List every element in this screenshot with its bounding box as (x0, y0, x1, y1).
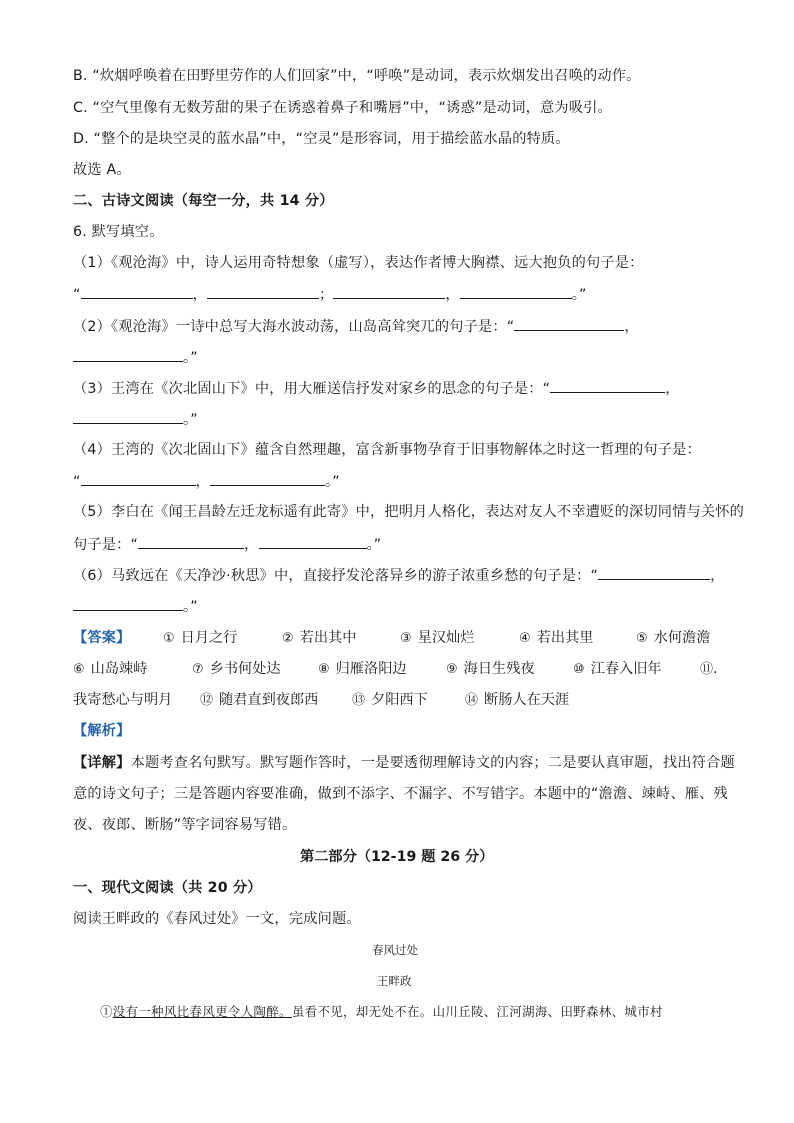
blank-3[interactable] (333, 284, 445, 299)
blank-6[interactable] (73, 347, 183, 362)
answer-1: ① 日月之行 (163, 630, 238, 646)
detail-line-1: 【详解】本题考查名句默写。默写题作答时，一是要透彻理解诗文的内容；二是要认真审题，找出符合题 (73, 755, 735, 771)
detail-label: 【详解】 (73, 755, 131, 771)
answer-11: 我寄愁心与明月 (73, 692, 173, 708)
q6-part5-blanks: 句子是：“ ， 。” (73, 534, 381, 555)
q6-part3: （3）王湾在《次北固山下》中，用大雁送信抒发对家乡的思念的句子是：“ ， (73, 378, 680, 399)
modern-reading-heading: 一、现代文阅读（共 20 分） (73, 880, 262, 896)
paragraph-number: ① (100, 1004, 113, 1019)
option-b: B. “炊烟呼唤着在田野里劳作的人们回家”中，“呼唤”是动词，表示炊烟发出召唤的动作。 (73, 68, 641, 84)
q6-part4: （4）王湾的《次北固山下》蕴含自然理趣，富含新事物孕育于旧事物解体之时这一哲理的句子是： (73, 442, 701, 458)
article-title: 春风过处 (372, 943, 418, 957)
q6-part1-blanks: “ ， ； ， 。” (73, 284, 587, 305)
q6-title: 6. 默写填空。 (73, 224, 164, 240)
option-c: C. “空气里像有无数芳甜的果子在诱惑着鼻子和嘴唇”中，“诱惑”是动词，意为吸引。 (73, 100, 612, 116)
blank-10[interactable] (210, 471, 325, 486)
article-author: 王畔政 (377, 974, 412, 988)
blank-12[interactable] (259, 534, 367, 549)
blank-7[interactable] (550, 378, 665, 393)
blank-13[interactable] (598, 565, 710, 580)
part2-heading: 第二部分（12-19 题 26 分） (300, 849, 494, 865)
conclusion: 故选 A。 (73, 162, 131, 178)
section2-heading: 二、古诗文阅读（每空一分，共 14 分） (73, 193, 334, 209)
analysis-label: 【解析】 (73, 723, 131, 739)
answer-13: ⑬ 夕阳西下 (352, 692, 428, 708)
answer-9: ⑨ 海日生残夜 (446, 661, 535, 677)
blank-14[interactable] (73, 596, 183, 611)
option-d: D. “整个的是块空灵的蓝水晶”中，“空灵”是形容词，用于描绘蓝水晶的特质。 (73, 131, 570, 147)
q6-part6: （6）马致远在《天净沙·秋思》中，直接抒发沦落异乡的游子浓重乡愁的句子是：“ ， (73, 565, 724, 586)
answer-8: ⑧ 归雁洛阳边 (318, 661, 407, 677)
answer-3: ③ 星汉灿烂 (400, 630, 475, 646)
blank-11[interactable] (138, 534, 244, 549)
reading-intro: 阅读王畔政的《春风过处》一文，完成问题。 (73, 911, 361, 927)
detail-line-2: 意的诗文句子；三是答题内容要准确，做到不添字、不漏字、不写错字。本题中的“澹澹、竦峙、雁、残 (73, 786, 728, 802)
q6-part6-cont: 。” (73, 596, 198, 617)
blank-1[interactable] (81, 284, 193, 299)
q6-part2: （2）《观沧海》一诗中总写大海水波动荡，山岛高耸突兀的句子是：“ ， (73, 316, 639, 337)
blank-9[interactable] (81, 471, 196, 486)
underlined-sentence: 没有一种风比春风更令人陶醉。 (112, 1004, 292, 1019)
blank-2[interactable] (207, 284, 319, 299)
answer-14: ⑭ 断肠人在天涯 (465, 692, 570, 708)
q6-part2-cont: 。” (73, 347, 198, 368)
answer-2: ② 若出其中 (282, 630, 357, 646)
blank-4[interactable] (460, 284, 572, 299)
blank-8[interactable] (73, 409, 183, 424)
answer-6: ⑥ 山岛竦峙 (73, 661, 148, 677)
answer-7: ⑦ 乡书何处达 (192, 661, 281, 677)
answer-11-num: ⑪. (700, 661, 718, 677)
q6-part1: （1）《观沧海》中，诗人运用奇特想象（虚写），表达作者博大胸襟、远大抱负的句子是： (73, 255, 644, 271)
answer-5: ⑤ 水何澹澹 (636, 630, 711, 646)
q6-part5: （5）李白在《闻王昌龄左迁龙标遥有此寄》中，把明月人格化，表达对友人不幸遭贬的深切同情与关怀的 (73, 504, 745, 520)
blank-5[interactable] (514, 316, 624, 331)
article-paragraph-1: ①没有一种风比春风更令人陶醉。虽看不见，却无处不在。山川丘陵、江河湖海、田野森林、城市村 (100, 1004, 663, 1019)
q6-part4-blanks: “ ， 。” (73, 471, 340, 492)
answer-10: ⑩ 江春入旧年 (573, 661, 662, 677)
detail-line-3: 夜、夜郎、断肠”等字词容易写错。 (73, 817, 297, 833)
answer-label: 【答案】 (73, 630, 131, 646)
answer-4: ④ 若出其里 (519, 630, 594, 646)
answer-12: ⑫ 随君直到夜郎西 (200, 692, 319, 708)
q6-part3-cont: 。” (73, 409, 198, 430)
